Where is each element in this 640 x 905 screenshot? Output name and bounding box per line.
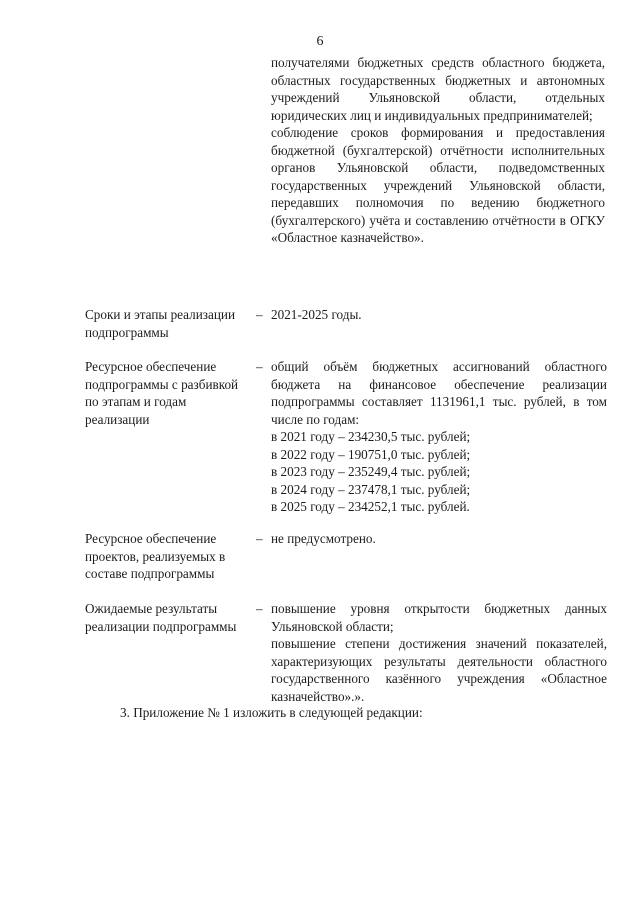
continuation-paragraph-2: соблюдение сроков формирования и предоставления бюджетной (бухгалтерской) отчётности исполнительных органов Ульяновской области, подведомственных государственных учреждений Ульяновской области, передавших полномочия по ведению бюджетного (бухгалтерского) учёта и составлению отчётности в ОГКУ «Областное казначейство». (271, 125, 605, 245)
row-resources-label: Ресурсное обеспечение подпрограммы с разбивкой по этапам и годам реализации (85, 359, 239, 427)
row-results-value (271, 600, 607, 705)
row-projects-label: Ресурсное обеспечение проектов, реализуемых в составе подпрограммы (85, 531, 226, 581)
row-resources-value-text: общий объём бюджетных ассигнований областного бюджета на финансовое обеспечение реализации подпрограммы составляет 1131961,1 тыс. рублей, в том числе по годам: (271, 359, 607, 427)
row-resources-value (271, 358, 607, 516)
row-projects-value (271, 530, 607, 548)
year-line-2021: в 2021 году – 234230,5 тыс. рублей; (271, 429, 471, 444)
row-projects-value-text: не предусмотрено. (271, 531, 376, 546)
row-results-dash: – (256, 601, 263, 616)
row-resources-dash: – (256, 359, 263, 374)
year-line-2025: в 2025 году – 234252,1 тыс. рублей. (271, 499, 470, 514)
page-number: 6 (316, 34, 324, 49)
row-results-value-text-1: повышение уровня открытости бюджетных данных Ульяновской области; (271, 601, 607, 634)
final-paragraph: 3. Приложение № 1 изложить в следующей редакции: (120, 705, 423, 720)
row-timeline-label: Сроки и этапы реализации подпрограммы (85, 307, 236, 340)
row-timeline-dash: – (256, 307, 263, 322)
year-line-2024: в 2024 году – 237478,1 тыс. рублей; (271, 481, 471, 497)
continuation-paragraph-1: получателями бюджетных средств областного бюджета, областных государственных бюджетных и автономных учреждений Ульяновской области, отдельных юридических лиц и индивидуальных предпринимателей; (271, 55, 605, 123)
continuation-block (271, 54, 605, 247)
row-results-value-text-2: повышение степени достижения значений показателей, характеризующих результаты деятельности областного государственного казённого учреждения «Областное казначейство».». (271, 636, 607, 704)
year-line-2022: в 2022 году – 190751,0 тыс. рублей; (271, 446, 471, 462)
row-projects-dash: – (256, 531, 263, 546)
row-timeline-value-text: 2021-2025 годы. (271, 307, 362, 322)
row-results-label: Ожидаемые результаты реализации подпрограммы (85, 601, 237, 634)
row-timeline-value (271, 306, 607, 324)
year-line-2023: в 2023 году – 235249,4 тыс. рублей; (271, 464, 471, 479)
